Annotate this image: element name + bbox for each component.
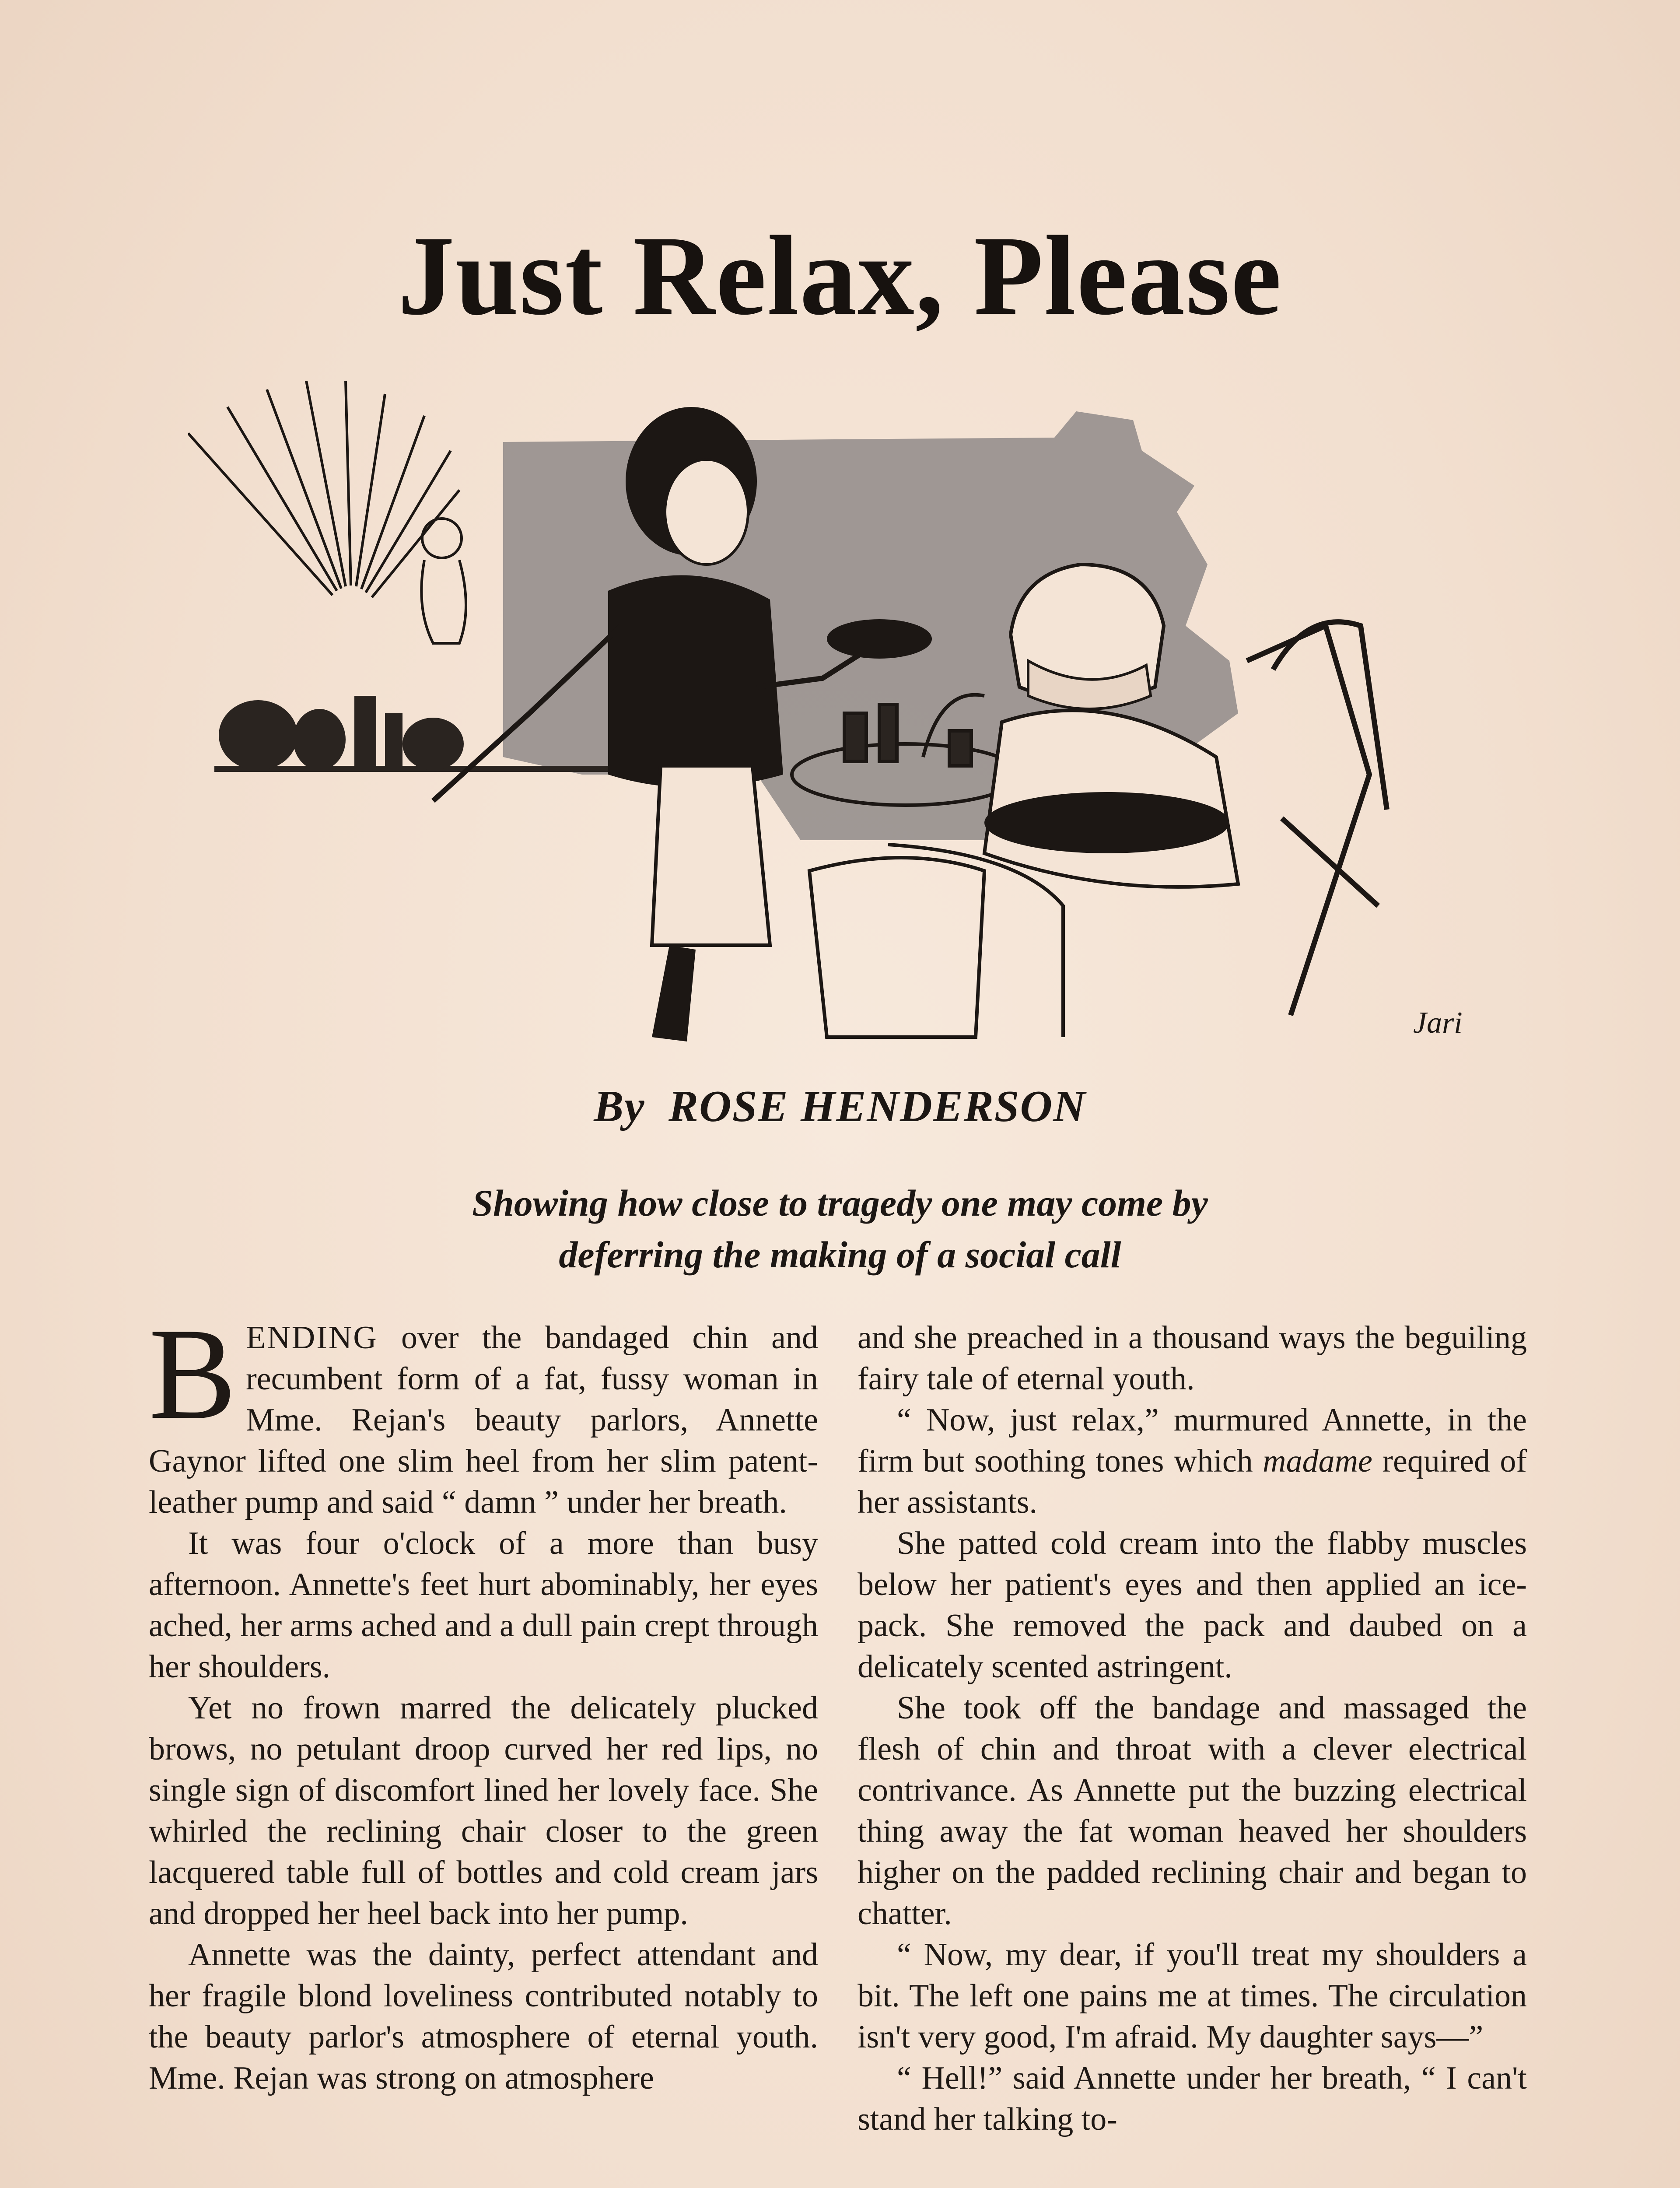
byline: [0, 1081, 1680, 1132]
illustrator-signature: Jari: [1413, 1006, 1463, 1040]
subtitle-line-2: deferring the making of a social call: [559, 1234, 1121, 1276]
paragraph-text: required of her assistants.: [858, 1443, 1527, 1520]
subtitle-line-1: Showing how close to tragedy one may come by: [472, 1182, 1208, 1224]
body-column-left: [149, 1301, 818, 2099]
paragraph: “ Now, my dear, if you'll treat my shoulders a bit. The left one pains me at times. The circulation isn't very good, I'm afraid. My daughter says—”: [858, 1937, 1527, 2055]
beauty-parlor-illustration: [188, 381, 1492, 1063]
paragraph: “ Hell!” said Annette under her breath, “ I can't stand her talking to-: [858, 2060, 1527, 2137]
background-figure: [421, 519, 466, 643]
paragraph: It was four o'clock of a more than busy afternoon. Annette's feet hurt abominably, her eyes ached, her arms ached and a dull pain crept through her shoulders.: [149, 1525, 818, 1685]
paragraph: She took off the bandage and massaged the flesh of chin and throat with a clever electrical contrivance. As Annette put the buzzing electrical thing away the fat woman heaved her shoulders higher on the padded reclining chair and began to chatter.: [858, 1690, 1527, 1932]
byline-prefix: By: [594, 1082, 645, 1131]
article-title: Just Relax, Please: [398, 213, 1282, 339]
body-column-right: [858, 1317, 1527, 2140]
reclining-chair: [1247, 622, 1387, 1015]
subtitle: [306, 1177, 1374, 1280]
paragraph: She patted cold cream into the flabby muscles below her patient's eyes and then applied an ice-pack. She removed the pack and daubed on a delicately scented astringent.: [858, 1525, 1527, 1685]
paragraph: [858, 1399, 1527, 1523]
paragraph: Yet no frown marred the delicately plucked brows, no petulant droop curved her red lips, no single sign of discomfort lined her lovely face. She whirled the reclining chair closer to the green lacquered table full of bottles and cold cream jars and dropped her heel back into her pump.: [149, 1690, 818, 1932]
opening-word: ENDING: [246, 1320, 378, 1356]
emphasis-text: madame: [1263, 1443, 1372, 1479]
drop-cap: B: [149, 1301, 237, 1446]
paragraph: [149, 1301, 818, 1523]
paragraph: Annette was the dainty, perfect attendant and her fragile blond loveliness contributed notably to the beauty parlor's atmosphere of eternal youth. Mme. Rejan was strong on atmosphere: [149, 1937, 818, 2096]
starburst-lines: [188, 381, 459, 597]
paragraph-text: “ Now, just relax,” murmured Annette, in the firm but soothing tones which: [858, 1402, 1527, 1479]
paragraph-text: over the bandaged chin and recumbent form of a fat, fussy woman in Mme. Rejan's beauty parlors, Annette Gaynor lifted one slim heel from her slim patent-leather pump and said “ damn ” under her breath.: [149, 1320, 818, 1520]
author-name: ROSE HENDERSON: [668, 1082, 1086, 1131]
paragraph: and she preached in a thousand ways the beguiling fairy tale of eternal youth.: [858, 1320, 1527, 1397]
